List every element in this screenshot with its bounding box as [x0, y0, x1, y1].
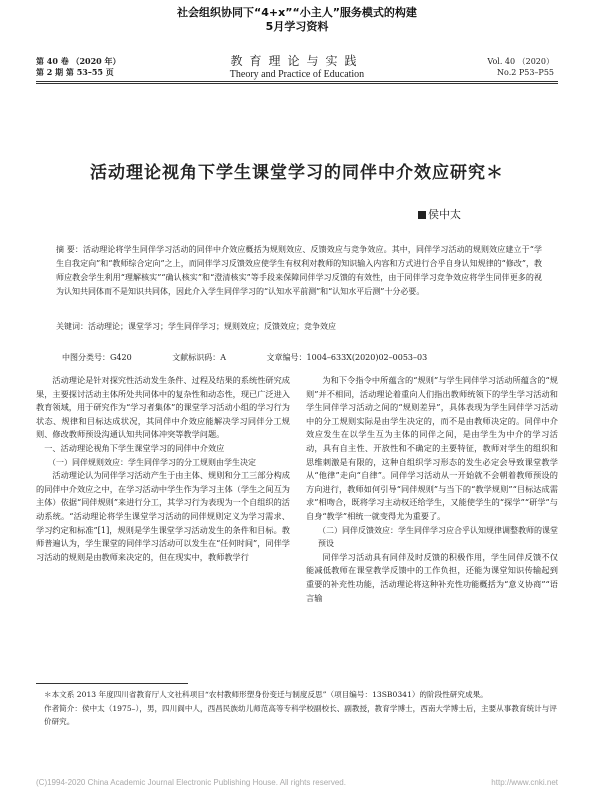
section-heading: 一、活动理论视角下学生课堂学习的同伴中介效应 — [44, 442, 225, 453]
volume-en: Vol. 40 （2020） — [487, 57, 554, 66]
footnote-author-bio: 作者简介：侯中太（1975–），男，四川阆中人，西昌民族幼儿师范高等专科学校副校长、副教授，教育学博士，西南大学博士后，主要从事教育统计与评价研究。 — [44, 703, 557, 727]
banner-title: 社会组织协同下“4+x”“小主人”服务模式的构建 — [177, 6, 417, 19]
square-bullet-icon — [418, 211, 426, 219]
volume-info-en — [487, 56, 554, 78]
body-paragraph: 活动理论认为同伴学习活动产生于由主体、规则和分工三部分构成的同伴中介效应之中，在学习活动中学生作为学习主体（学生之间互为主体）依据“同伴规则”来进行分工，其学习行为表现为一个自组织的活动系统。“活动理论将学生课堂学习活动的同伴规则定义为学习需求、学习约定和标准”[1]，规则是学生课堂学习活动发生的条件和目标。教师普遍认为，学生课堂的同伴学习活动可以发生在“任何时间”，同伴学习活动的规则是由教师来决定的，但在现实中，教师教学行 — [36, 470, 290, 562]
body-column-left — [36, 374, 290, 564]
keywords: 关键词：活动理论；课堂学习；学生同伴学习；规则效应；反馈效应；竞争效应 — [56, 322, 336, 331]
classification-line — [62, 352, 552, 363]
abstract: 摘 要：活动理论将学生同伴学习活动的同伴中介效应概括为规则效应、反馈效应与竞争效应。其中，同伴学习活动的规则效应建立于“学生自我定向”和“教师综合定向”之上，而同伴学习反馈效应使学生有权利对教师的知识输入内容和方式进行合乎自身认知规律的“修改”，教师应教会学生利用“理解核实”“确认核实”和“澄清核实”等手段来保障同伴学习反馈的有效性，由于同伴学习竞争效应将学生同伴更多的视为认知共同体而不是知识共同体，因此介入学生同伴学习的“认知水平前测”和“认知水平后测”十分必要。 — [56, 245, 542, 296]
subsection-heading: （一）同伴规则效应：学生同伴学习的分工规则由学生决定 — [48, 457, 256, 467]
issue-pages-en: No.2 P53–P55 — [497, 68, 554, 77]
body-paragraph: 为和下令指令中所蕴含的“规则”与学生同伴学习活动所蕴含的“规则”并不相同，活动理论着重向人们指出教师统领下的学生学习活动和学生同伴学习活动之间的“规则差异”，具体表现为学生同伴学习活动中的分工规则实际是由学生决定的，而不是由教师决定的。同伴中介效应发生在以学生互为主体的同伴之间，是由学生为中介的学习活动，具有自主性、开放性和不确定的主要特征，教师对学生的组织和思维刺激是有限的，这种自组织学习形态的发生必定会导致课堂教学从“他律”走向“自律”。同伴学习活动从一开始就不会朝着教师预设的方向进行，教师如何引导“同伴规则”与当下的“教学规则”“目标达成需求”相吻合，既将学习主动权还给学生，又能使学生的“探学”“研学”与自身“教学”相统一就变得尤为重要了。 — [306, 375, 558, 521]
header-rule — [36, 81, 558, 82]
journal-name-cn: 教育理论与实践 — [230, 54, 364, 68]
journal-name — [160, 54, 434, 81]
body-paragraph: 同伴学习活动具有同伴及时反馈的积极作用，学生同伴反馈不仅能减低教师在课堂教学反馈中的工作负担，还能为课堂知识传输起到重要的补充性功能，活动理论将这种补充性功能概括为“意义协商”“语言输 — [306, 551, 558, 603]
subsection-heading: （二）同伴反馈效应：学生同伴学习应合乎认知规律调整教师的课堂预设 — [318, 525, 558, 549]
article-title: 活动理论视角下学生课堂学习的同伴中介效应研究＊ — [90, 163, 504, 183]
body-paragraph: 活动理论是针对探究性活动发生条件、过程及结果的系统性研究成果，主要探讨活动主体所处共同体中的复杂性和动态性，现已广泛进入教育领域，用于研究作为“学习者集体”的课堂学习活动小组的学习行为状态、规律和目标达成状况，其同伴中介效应能解决学习同伴分工规则、修改教师预设沟通认知共同体冲突等教学问题。 — [36, 375, 290, 440]
copyright-text: (C)1994-2020 China Academic Journal Electronic Publishing House. All rights reserved. — [36, 778, 346, 787]
banner-subtitle: 5月学习资料 — [265, 20, 329, 33]
footnote-fund: ＊本文系 2013 年度四川省教育厅人文社科项目“农村教师形塑身份变迁与制度反思”（项目编号：13SB0341）的阶段性研究成果。 — [44, 690, 488, 699]
cnki-link[interactable]: http://www.cnki.net — [491, 778, 558, 787]
header-rule-thin — [36, 83, 558, 84]
body-column-right — [306, 374, 558, 605]
document-code: 文献标识码：A — [172, 353, 226, 362]
volume-year: 第 40 卷 （2020 年） — [36, 56, 121, 66]
class-number: 中图分类号：G420 — [62, 353, 132, 362]
top-banner — [0, 6, 594, 34]
article-number: 文章编号：1004–633X(2020)02–0053–03 — [266, 353, 428, 362]
journal-name-en: Theory and Practice of Education — [229, 69, 365, 80]
volume-info — [36, 56, 121, 78]
author-line — [418, 206, 461, 222]
author-name: 侯中太 — [428, 208, 461, 221]
footnote-rule — [36, 683, 188, 684]
copyright-footer — [36, 777, 558, 788]
issue-pages: 第 2 期 第 53–55 页 — [36, 67, 114, 77]
footnotes — [36, 688, 558, 729]
